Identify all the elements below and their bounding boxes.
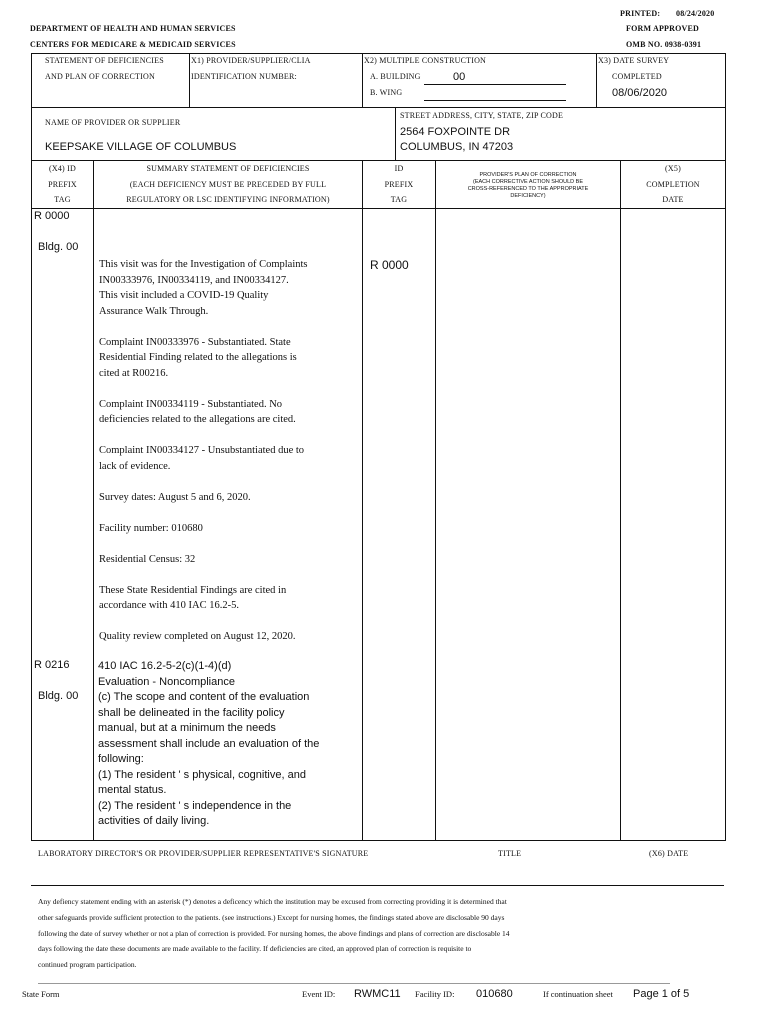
cms-name: CENTERS FOR MEDICARE & MEDICAID SERVICES	[30, 40, 236, 49]
x3-label-2: COMPLETED	[612, 72, 662, 81]
x4-id-header: (X4) ID	[49, 164, 76, 173]
entry1-paragraph: Quality review completed on August 12, 2020.	[99, 631, 296, 642]
top-box-bottom-border	[31, 107, 726, 108]
entry1-paragraph: These State Residential Findings are cited in accordance with 410 IAC 16.2-5.	[99, 584, 287, 611]
address-line-1: 2564 FOXPOINTE DR	[400, 126, 511, 138]
address-line-2: COLUMBUS, IN 47203	[400, 141, 514, 153]
page-number: Page 1 of 5	[633, 988, 690, 1000]
signature-label: LABORATORY DIRECTOR'S OR PROVIDER/SUPPLIER REPRESENTATIVE'S SIGNATURE	[38, 849, 369, 858]
provider-divider	[395, 107, 396, 160]
x1-label-2: IDENTIFICATION NUMBER:	[191, 72, 297, 81]
entry1-paragraph: Residential Census: 32	[99, 553, 196, 565]
summary-header-2: (EACH DEFICIENCY MUST BE PRECEDED BY FULL	[129, 180, 327, 189]
statement-label-1: STATEMENT OF DEFICIENCIES	[45, 56, 164, 65]
statement-label-2: AND PLAN OF CORRECTION	[45, 72, 155, 81]
plan-header-2: (EACH CORRECTIVE ACTION SHOULD BE	[472, 179, 584, 185]
column-header-bottom-border	[31, 208, 726, 209]
printed-date: 08/24/2020	[676, 9, 715, 18]
entry2-building: Bldg. 00	[38, 690, 79, 702]
disclaimer-line: days following the date these documents are made available to the facility. If deficiencies are cited, an approved plan of correction is requisite to	[38, 944, 472, 954]
entry1-building: Bldg. 00	[38, 241, 79, 253]
disclaimer-line: other safeguards provide sufficient protection to the patients. (see instructions.) Except for nursing homes, the findings stated above are disclosable 90 days	[38, 912, 505, 922]
facility-id-label: Facility ID:	[415, 989, 455, 999]
summary-header-3: REGULATORY OR LSC IDENTIFYING INFORMATION)	[126, 195, 330, 204]
footer-separator	[38, 983, 670, 984]
entry1-prefix-tag: R 0000	[34, 210, 70, 222]
x5-header: (X5)	[665, 164, 681, 173]
event-id-label: Event ID:	[302, 989, 336, 999]
entry1-id-tag: R 0000	[370, 258, 409, 272]
disclaimer-line: Any defiency statement ending with an asterisk (*) denotes a deficency which the institution may be excused from correcting providing it is determined that	[38, 897, 507, 906]
left-border-top	[31, 53, 32, 160]
omb-number: OMB NO. 0938-0391	[626, 40, 702, 49]
entry2-summary	[98, 659, 360, 830]
disclaimer-line: continued program participation.	[38, 960, 137, 970]
divider-x1	[189, 53, 190, 107]
entry1-paragraph: Complaint IN00333976 - Substantiated. State Residential Finding related to the allegations is cited at R00216.	[99, 336, 297, 379]
x4-prefix-header: PREFIX	[48, 180, 77, 189]
left-border-body	[31, 160, 32, 840]
building-label: A. BUILDING	[370, 72, 421, 81]
department-name: DEPARTMENT OF HEALTH AND HUMAN SERVICES	[30, 24, 236, 33]
x1-label-1: X1) PROVIDER/SUPPLIER/CLIA	[191, 56, 311, 65]
event-id-value: RWMC11	[354, 988, 401, 1000]
entry2-text: 410 IAC 16.2-5-2(c)(1-4)(d) Evaluation - Noncompliance (c) The scope and content of the evaluation shall be delineated in the facility policy manual, but at a minimum the needs assessment shall include an evaluation of the following: (1) The resident ' s physical, cognitive, and mental status. (2) The resident ' s independence in the activities of daily living.	[98, 660, 320, 827]
id-header: ID	[394, 164, 404, 173]
x5-completion-header: COMPLETION	[646, 180, 700, 189]
x3-label-1: X3) DATE SURVEY	[598, 56, 670, 65]
plan-header-1: PROVIDER'S PLAN OF CORRECTION	[479, 172, 577, 178]
right-border-body	[725, 160, 726, 840]
col-divider-2	[362, 160, 363, 840]
entry1-paragraph: Facility number: 010680	[99, 522, 203, 534]
printed-label: PRINTED:	[620, 9, 661, 18]
top-box-top-border	[31, 53, 726, 54]
id-tag-header: TAG	[390, 195, 408, 204]
x5-date-header: DATE	[662, 195, 684, 204]
building-value: 00	[453, 71, 466, 83]
x2-label: X2) MULTIPLE CONSTRUCTION	[364, 56, 487, 65]
survey-completed-date: 08/06/2020	[612, 87, 668, 99]
building-underline	[424, 84, 566, 85]
plan-header-4: DEFICIENCY)	[510, 193, 546, 199]
entry1-paragraph: Complaint IN00334119 - Substantiated. No deficiencies related to the allegations are cited.	[99, 398, 296, 425]
wing-label: B. WING	[370, 88, 403, 97]
signature-bottom-line	[31, 885, 724, 886]
address-label: STREET ADDRESS, CITY, STATE, ZIP CODE	[400, 111, 564, 120]
x6-date-label: (X6) DATE	[649, 849, 689, 858]
wing-underline	[424, 100, 566, 101]
id-prefix-header: PREFIX	[384, 180, 414, 189]
divider-x2	[362, 53, 363, 107]
state-form-label: State Form	[22, 989, 60, 999]
col-divider-3	[435, 160, 436, 840]
title-label: TITLE	[498, 849, 522, 858]
continuation-label: If continuation sheet	[543, 989, 613, 999]
table-bottom-border	[31, 840, 726, 841]
provider-name-label: NAME OF PROVIDER OR SUPPLIER	[45, 118, 181, 127]
right-border-top	[725, 53, 726, 160]
col-divider-1	[93, 160, 94, 840]
disclaimer-line: following the date of survey whether or not a plan of correction is provided. For nursing homes, the above findings and plans of correction are disclosable 14	[38, 928, 510, 938]
provider-bottom-border	[31, 160, 726, 161]
facility-id-value: 010680	[476, 988, 513, 1000]
entry2-prefix-tag: R 0216	[34, 659, 70, 671]
col-divider-4	[620, 160, 621, 840]
summary-header-1: SUMMARY STATEMENT OF DEFICIENCIES	[146, 164, 310, 173]
plan-header-3: CROSS-REFERENCED TO THE APPROPRIATE	[467, 186, 589, 192]
entry1-paragraph: This visit was for the Investigation of Complaints IN00333976, IN00334119, and IN00334127. This visit included a COVID-19 Quality Assurance Walk Through.	[99, 259, 308, 317]
divider-x3	[596, 53, 597, 107]
entry1-paragraph: Complaint IN00334127 - Unsubstantiated due to lack of evidence.	[99, 445, 305, 472]
entry1-summary	[99, 257, 361, 645]
disclaimer	[38, 894, 728, 973]
x4-tag-header: TAG	[54, 195, 71, 204]
provider-name: KEEPSAKE VILLAGE OF COLUMBUS	[45, 141, 237, 153]
entry1-paragraph: Survey dates: August 5 and 6, 2020.	[99, 491, 251, 503]
form-approved: FORM APPROVED	[626, 24, 700, 33]
